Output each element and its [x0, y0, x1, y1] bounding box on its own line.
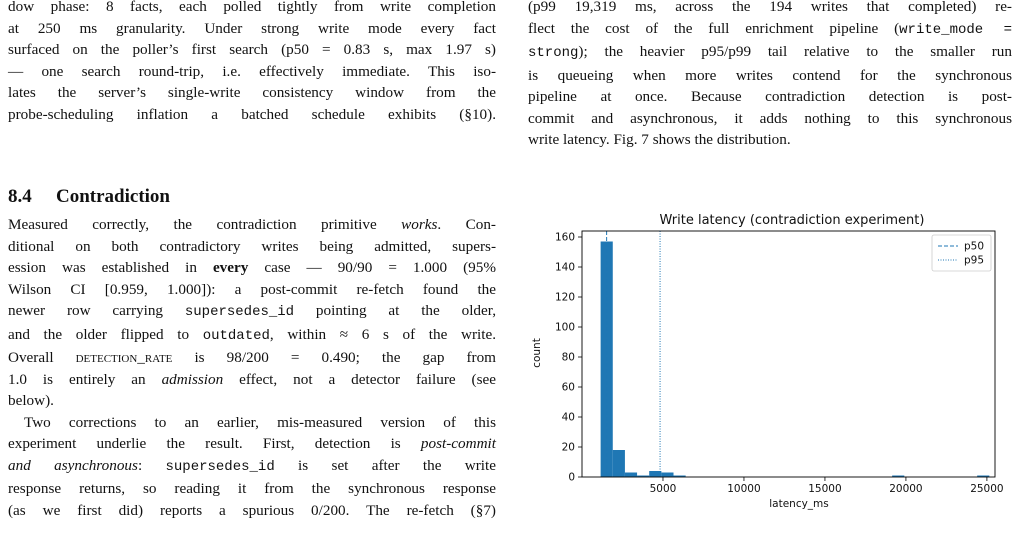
text-line: is queueing when more writes contend for the synchronous — [528, 66, 1012, 84]
text-line: response returns, so reading it from the synchronous response — [8, 480, 496, 497]
y-tick-label: 60 — [561, 381, 575, 394]
text-line: ditional on both contradictory writes being admitted, supers- — [8, 237, 496, 255]
text-line: Overall detection_rate is 98/200 = 0.490; the gap from — [8, 349, 497, 366]
text-line: flect the cost of the full enrichment pipeline (write_mode = — [528, 19, 1012, 38]
text-line: dow phase: 8 facts, each polled tightly from write completion — [8, 0, 496, 15]
x-axis-label: latency_ms — [769, 498, 829, 510]
section-heading — [8, 186, 170, 208]
y-tick-label: 0 — [568, 471, 575, 484]
chart-title: Write latency (contradiction experiment) — [659, 213, 925, 228]
y-tick-label: 40 — [561, 411, 575, 424]
text-line: — one search round-trip, i.e. effectively immediate. This iso- — [8, 62, 496, 80]
histogram-bar — [649, 471, 661, 477]
text-line: experiment underlie the result. First, detection is post-commit — [8, 435, 496, 452]
y-tick-label: 160 — [554, 231, 575, 244]
text-line: ession was established in every case — 90/90 = 1.000 (95% — [8, 259, 496, 276]
histogram-bar — [613, 450, 625, 477]
text-line: Wilson CI [0.959, 1.000]): a post-commit re-fetch found the — [8, 280, 496, 298]
text-line: below). — [8, 392, 54, 409]
text-line: write latency. Fig. 7 shows the distribution. — [528, 131, 791, 148]
text-line: and asynchronous: supersedes_id is set after the write — [8, 456, 496, 475]
section-number: 8.4 — [8, 186, 32, 207]
y-tick-label: 140 — [554, 261, 575, 274]
text-line: and the older flipped to outdated, within ≈ 6 s of the write. — [8, 325, 496, 344]
x-tick-label: 25000 — [970, 483, 1004, 495]
text-line: pipeline at once. Because contradiction detection is post- — [528, 88, 1012, 105]
section-title: Contradiction — [56, 186, 170, 207]
paragraph-1 — [8, 214, 496, 521]
latency-histogram — [527, 208, 1007, 518]
text-line: lates the server’s single-write consistency window from the — [8, 84, 496, 101]
text-line: (p99 19,319 ms, across the 194 writes that completed) re- — [528, 0, 1012, 15]
text-line: probe-scheduling inflation a batched schedule exhibits (§10). — [8, 105, 496, 123]
text-line: 1.0 is entirely an admission effect, not a detector failure (see — [8, 370, 496, 388]
y-axis-label: count — [531, 338, 543, 368]
x-tick-label: 20000 — [889, 483, 923, 495]
y-tick-label: 100 — [554, 321, 575, 334]
histogram-bar — [661, 473, 673, 478]
text-line: Measured correctly, the contradiction primitive works. Con- — [8, 216, 496, 233]
y-tick-label: 120 — [554, 291, 575, 304]
histogram-bar — [625, 473, 637, 478]
x-tick-label: 5000 — [649, 483, 677, 495]
legend-label-p50: p50 — [964, 240, 985, 253]
text-line: newer row carrying supersedes_id pointing at the older, — [8, 302, 496, 320]
text-line: surfaced on the poller’s first search (p50 = 0.83 s, max 1.97 s) — [8, 41, 496, 58]
y-tick-label: 20 — [561, 441, 575, 454]
y-tick-label: 80 — [561, 351, 575, 364]
text-line: commit and asynchronous, it adds nothing to this synchronous — [528, 109, 1012, 127]
text-line: at 250 ms granularity. Under strong write mode every fact — [8, 19, 496, 37]
text-line: Two corrections to an earlier, mis-measured version of this — [24, 413, 496, 431]
x-tick-label: 10000 — [727, 483, 761, 495]
text-line: (as we first did) reports a spurious 0/200. The re-fetch (§7) — [8, 501, 496, 519]
text-line: strong); the heavier p95/p99 tail relative to the smaller run — [528, 43, 1012, 61]
x-tick-label: 15000 — [808, 483, 842, 495]
latency-histogram-figure — [527, 208, 1007, 518]
legend-label-p95: p95 — [964, 254, 985, 267]
